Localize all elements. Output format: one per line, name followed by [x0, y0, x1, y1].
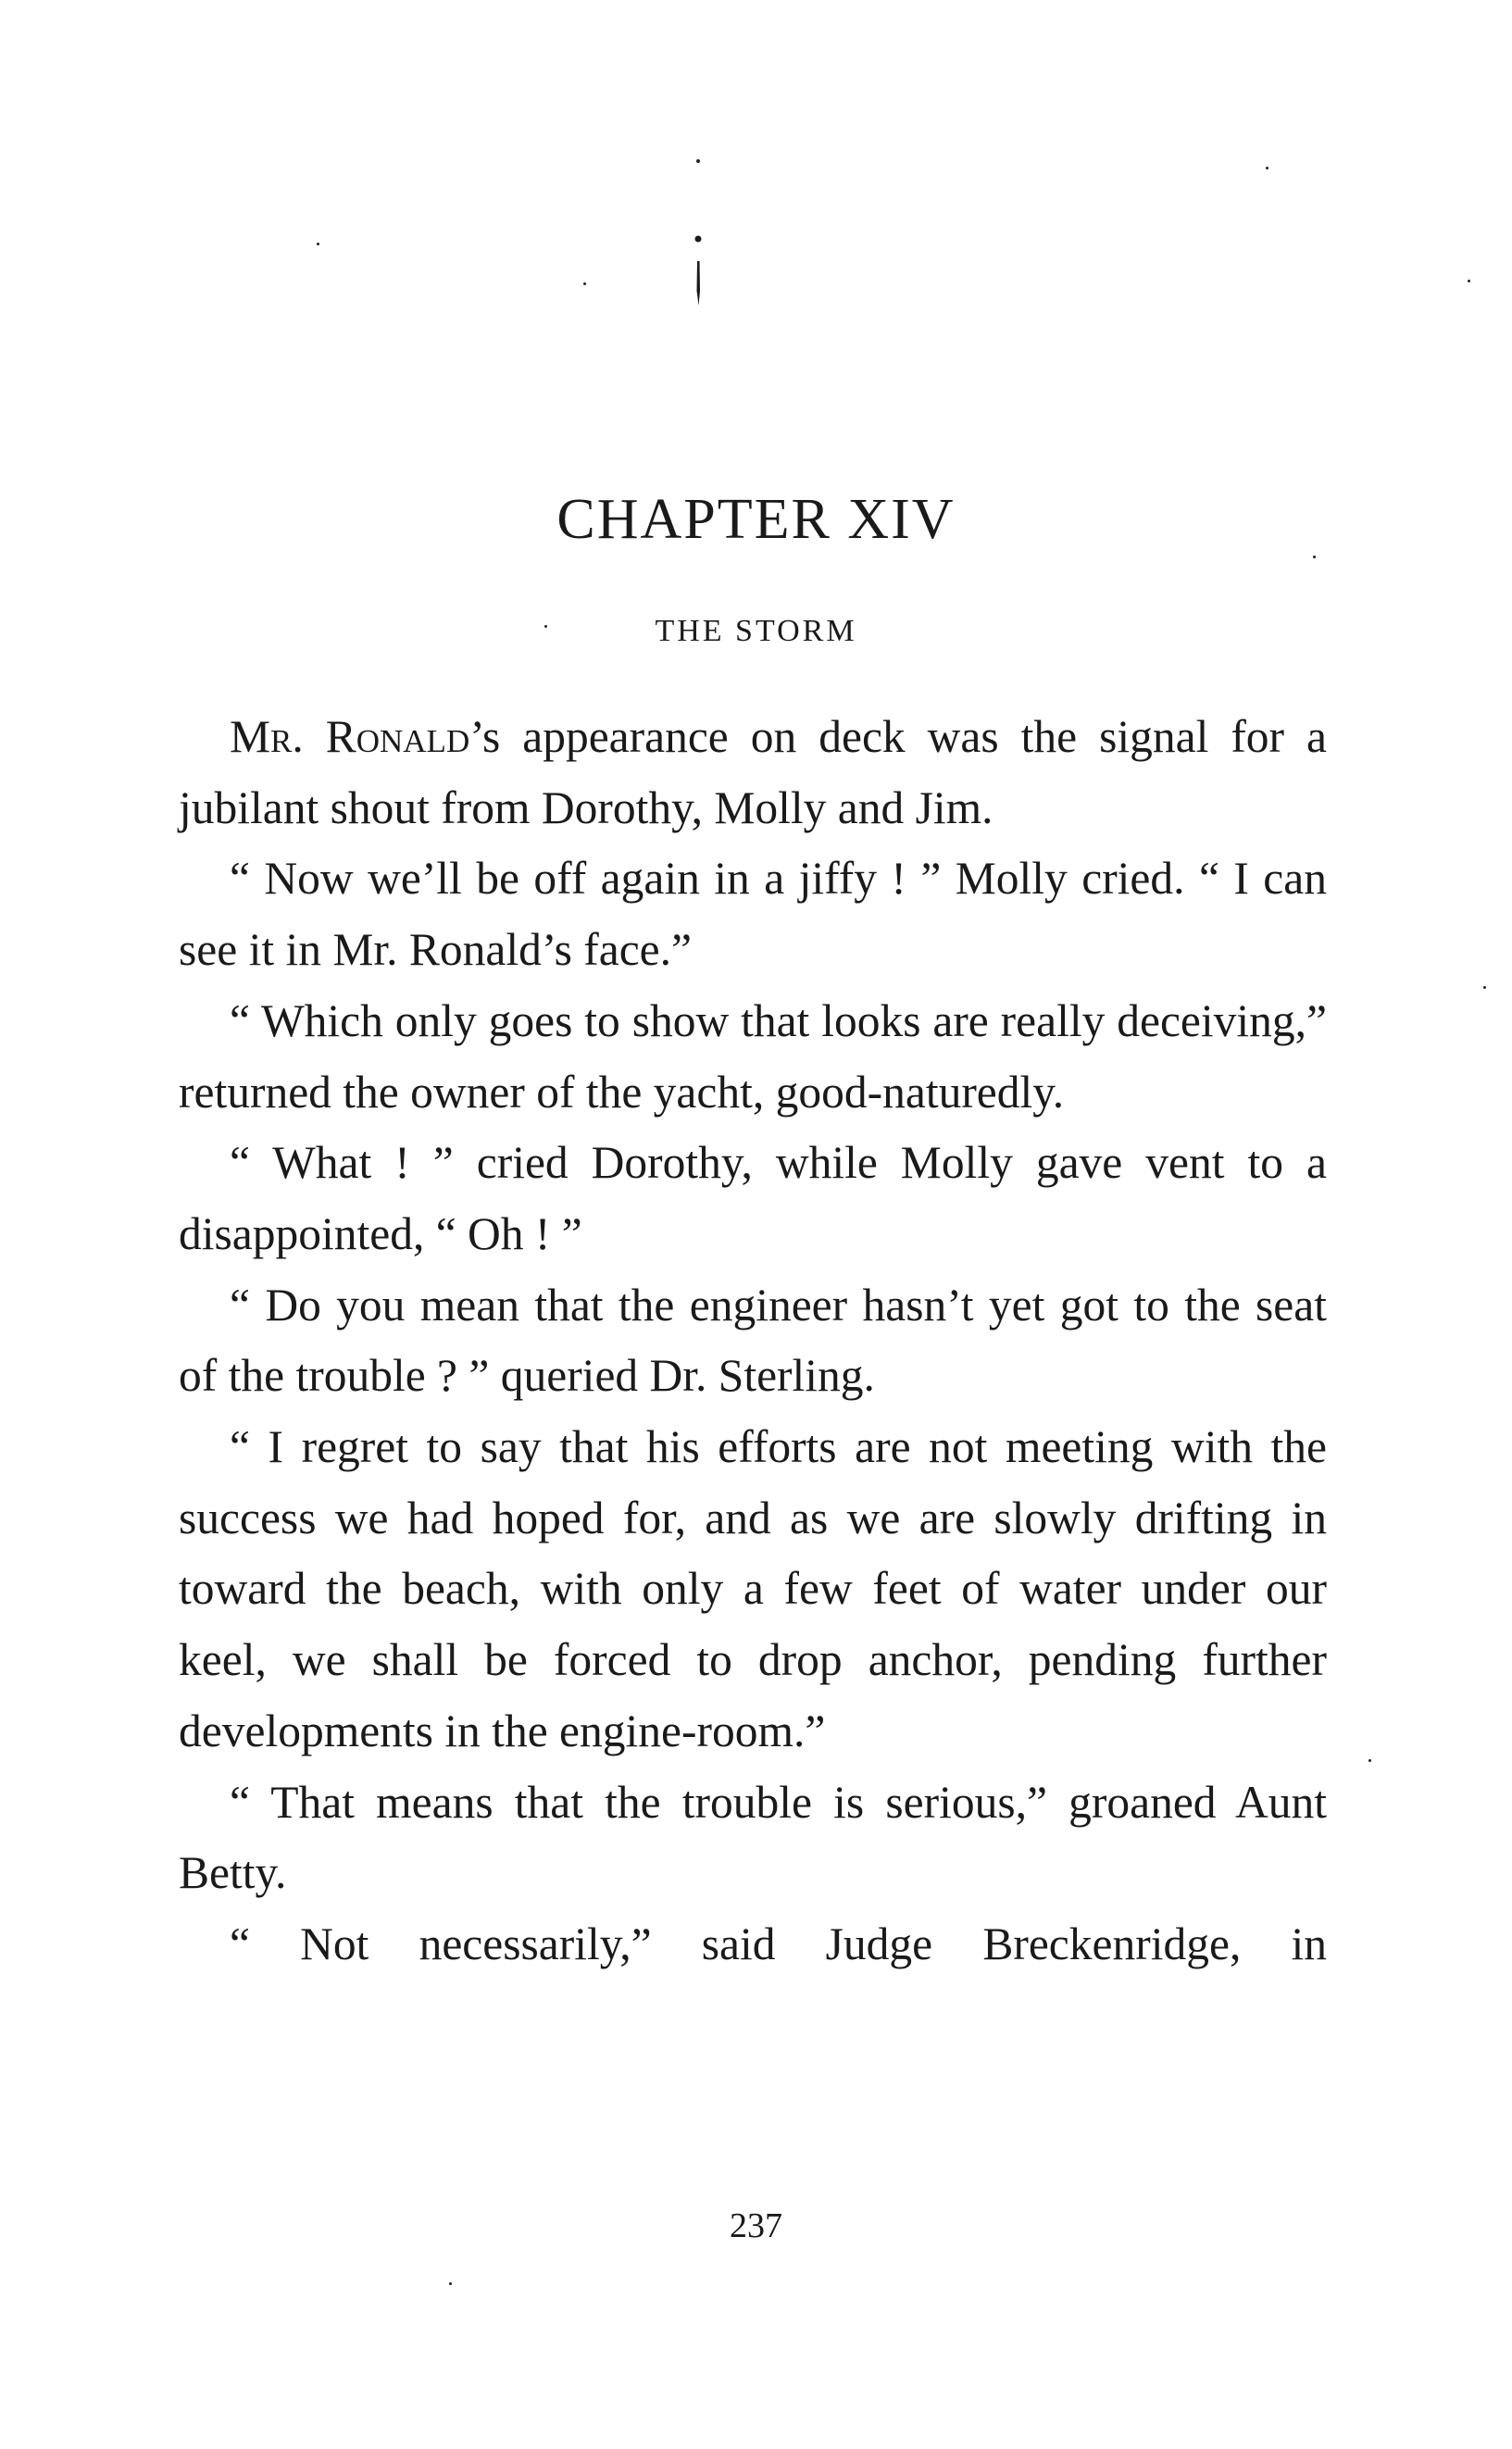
scan-speck [583, 282, 586, 285]
scan-speck [1266, 167, 1268, 169]
scan-speck [1368, 1759, 1371, 1762]
chapter-subtitle: THE STORM [655, 614, 857, 648]
paragraph [179, 702, 1327, 843]
paragraph: “ What ! ” cried Dorothy, while Molly gave vent to a disappointed, “ Oh ! ” [179, 1137, 1327, 1259]
page-number: 237 [730, 2206, 782, 2245]
scan-speck [696, 159, 700, 163]
scan-speck [1313, 556, 1316, 558]
paragraph: “ Do you mean that the engineer hasn’t yet got to the seat of the trouble ? ” queried Dr. Sterling. [179, 1279, 1327, 1402]
paragraph: “ That means that the trouble is serious,” groaned Aunt Betty. [179, 1776, 1327, 1899]
paragraph-text: ’s appearance on deck was the signal for a jubilant shout from Dorothy, Molly and Jim. [179, 711, 1327, 833]
chapter-title: CHAPTER XIV [556, 488, 956, 551]
body-text [179, 702, 1327, 1980]
ornament-mark [694, 233, 702, 307]
paragraph: “ Now we’ll be off again in a jiffy ! ” Molly cried. “ I can see it in Mr. Ronald’s face.” [179, 853, 1327, 976]
scan-speck [1468, 280, 1470, 282]
scan-speck [449, 2282, 452, 2285]
character-name: Mr. Ronald [230, 711, 470, 762]
paragraph: “ Which only goes to show that looks are really deceiving,” returned the owner of the yacht, good-naturedly. [179, 994, 1327, 1118]
scan-speck [1483, 986, 1486, 989]
paragraph: “ Not necessarily,” said Judge Breckenridge, in [230, 1918, 1327, 1969]
scan-speck [317, 243, 319, 245]
paragraph: “ I regret to say that his efforts are not meeting with the success we had hoped for, and as we are slowly drifting in toward the beach, with only a few feet of water under our keel, we shall be forced to drop anchor, pending further developments in the engine-room.” [179, 1421, 1327, 1756]
